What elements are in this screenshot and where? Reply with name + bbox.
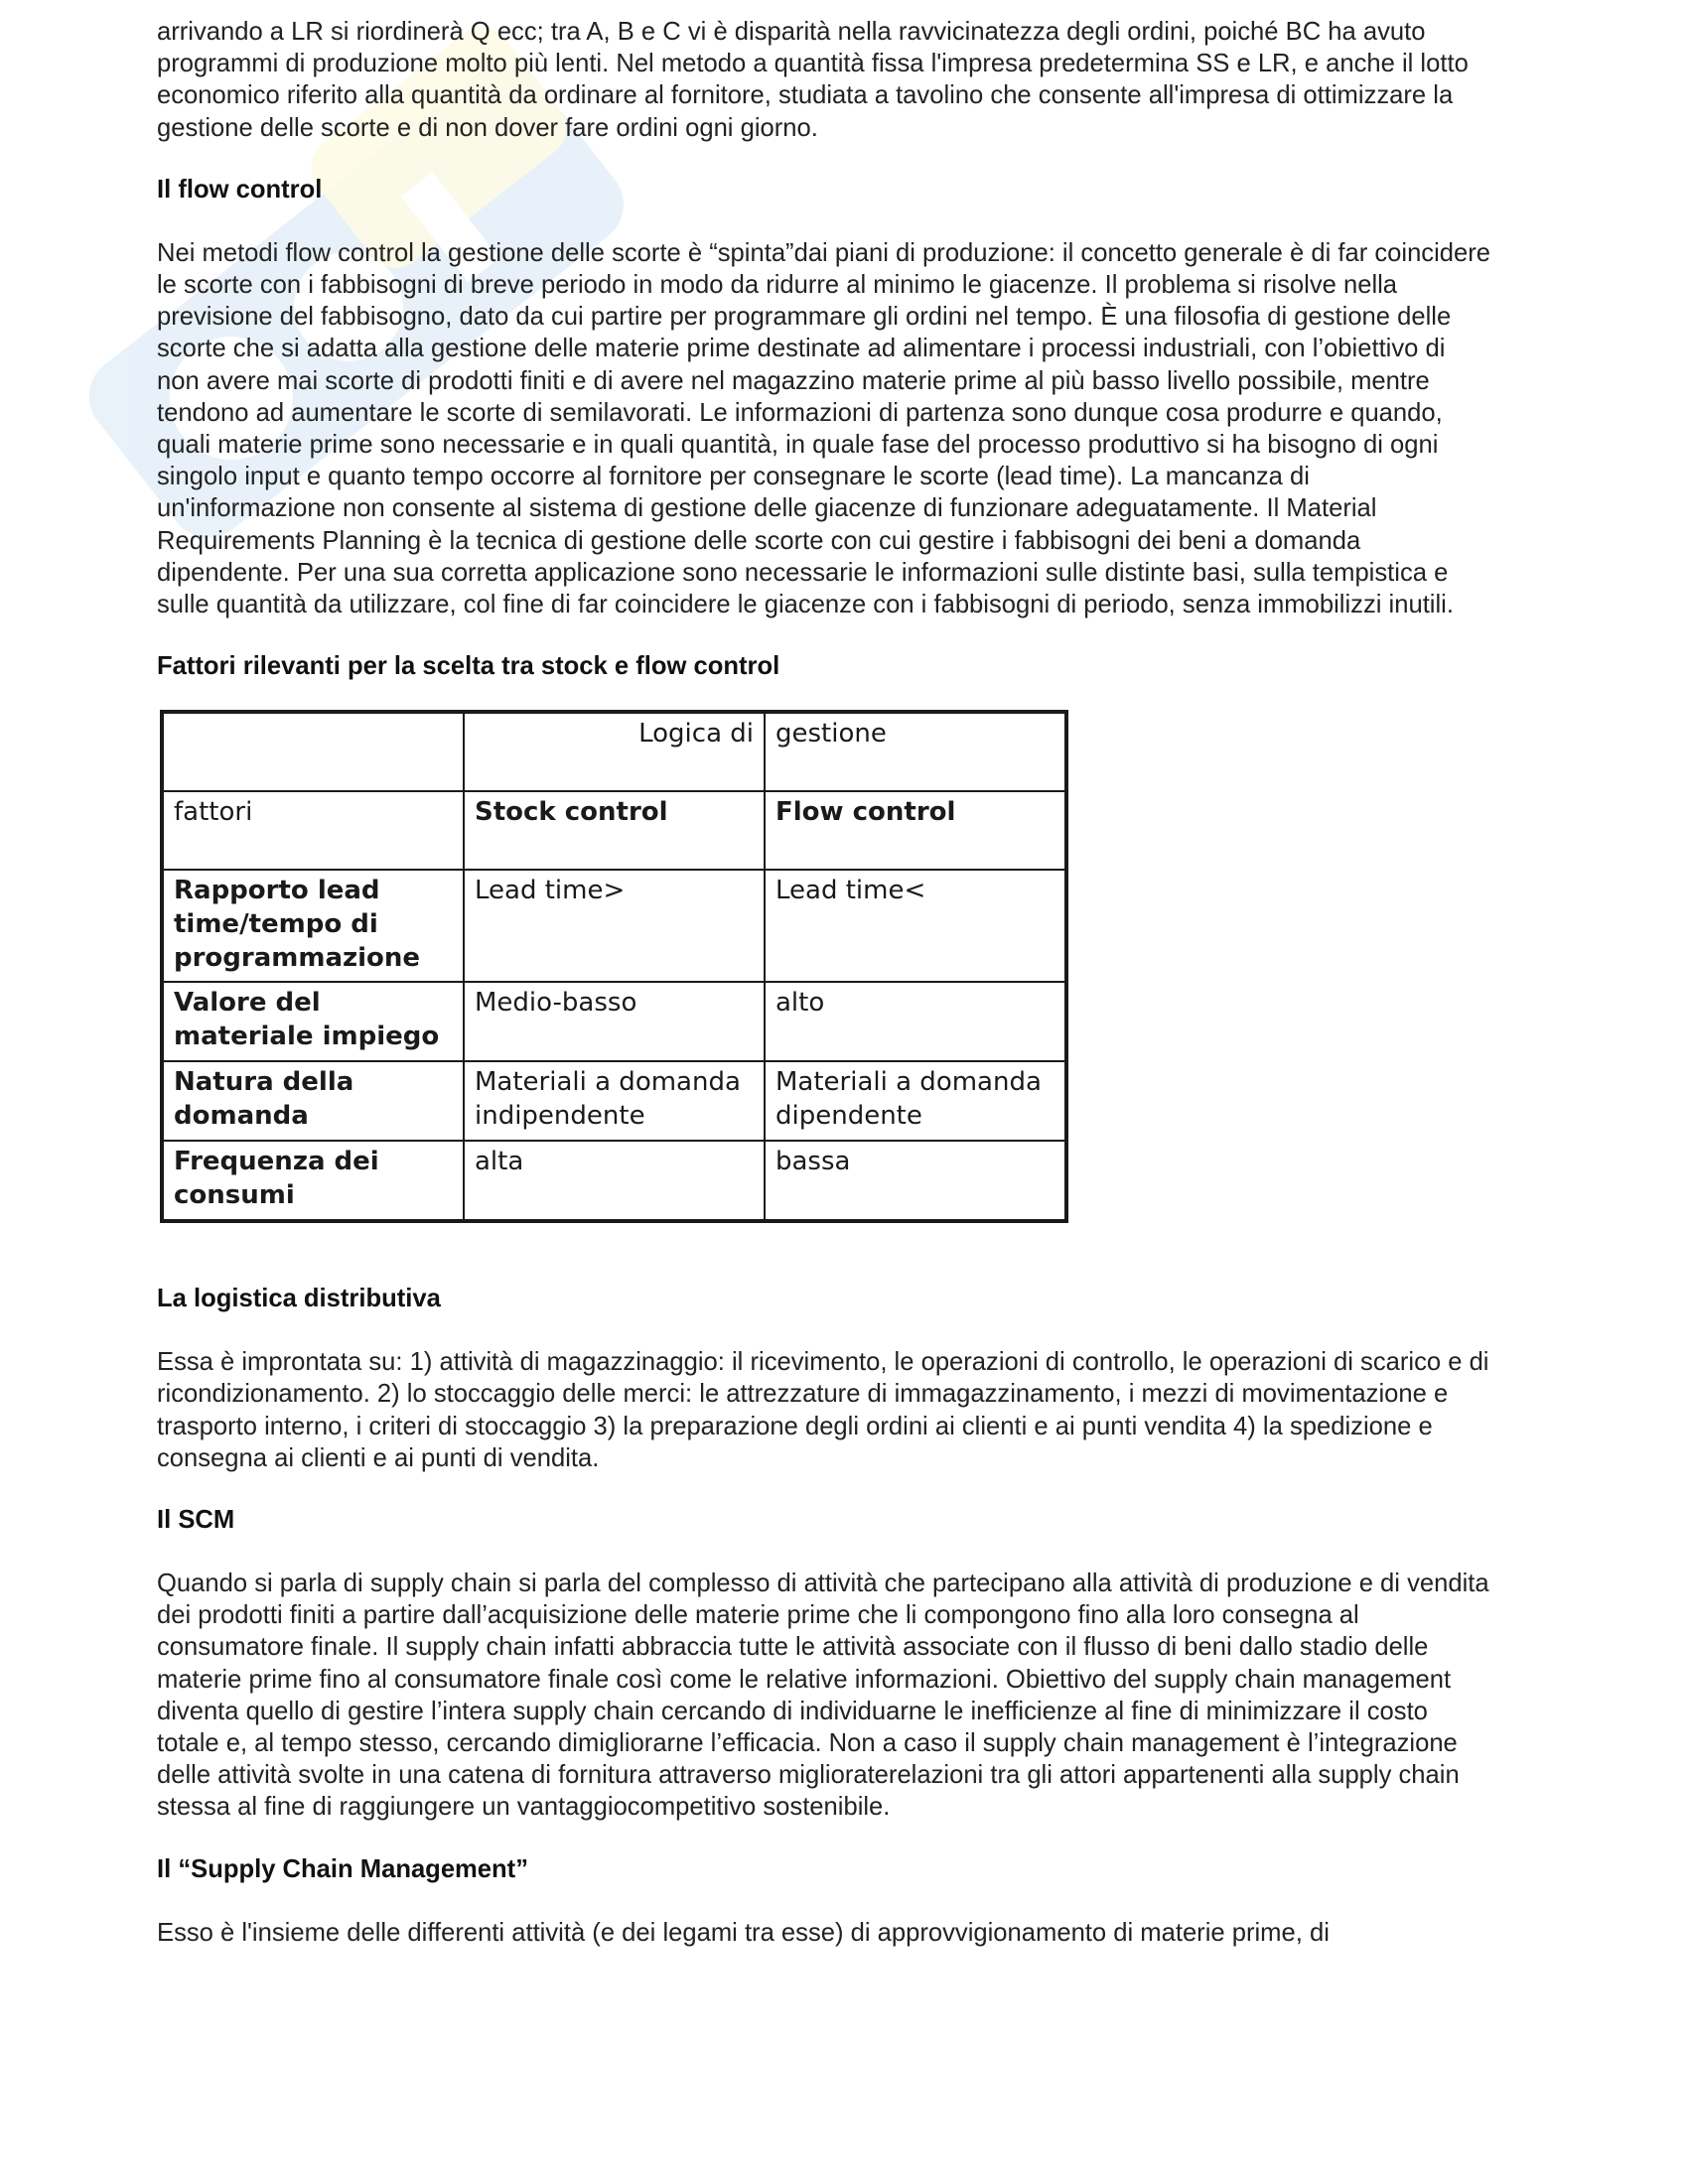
table-cell-factor: Frequenza dei consumi — [162, 1141, 464, 1221]
table-row — [162, 712, 1066, 791]
table-row — [162, 791, 1066, 870]
heading-logistica: La logistica distributiva — [157, 1285, 441, 1313]
table-header-gestione: gestione — [765, 712, 1066, 791]
table-cell-stock: Medio-basso — [464, 982, 765, 1061]
table-cell-flow: Materiali a domanda dipendente — [765, 1061, 1066, 1141]
comparison-table — [160, 710, 1068, 1223]
paragraph-logistica: Essa è improntata su: 1) attività di magazzinaggio: il ricevimento, le operazioni di controllo, le operazioni di scarico e di ricondizionamento. 2) lo stoccaggio delle merci: le attrezzature di immagazzinamento, i mezzi di movimentazione e trasporto interno, i criteri di stoccaggio 3) la preparazione degli ordini ai clienti e ai punti vendita 4) la spedizione e consegna ai clienti e ai punti di vendita. — [157, 1348, 1489, 1472]
heading-flow-control: Il flow control — [157, 175, 323, 204]
paragraph-scm: Quando si parla di supply chain si parla del complesso di attività che partecipano alla attività di produzione e di vendita dei prodotti finiti a partire dall’acquisizione delle materie prime che li compongono fino alla loro consegna al consumatore finale. Il supply chain infatti abbraccia tutte le attività associate con il flusso di beni dallo stadio delle materie prime fino al consumatore finale così come le relative informazioni. Obiettivo del supply chain management diventa quello di gestire l’intera supply chain cercando di individuarne le inefficienze al fine di minimizzare il costo totale e, al tempo stesso, cercando dimigliorarne l’efficacia. Non a caso il supply chain management è l’integrazione delle attività svolte in una catena di fornitura attraverso miglioraterelazioni tra gli attori appartenenti alla supply chain stessa al fine di raggiungere un vantaggiocompetitivo sostenibile. — [157, 1570, 1489, 1822]
table-cell-stock: Materiali a domanda indipendente — [464, 1061, 765, 1141]
table-cell-empty — [162, 712, 464, 791]
table-row — [162, 1061, 1066, 1141]
table-header-stock-control: Stock control — [464, 791, 765, 870]
table-row — [162, 982, 1066, 1061]
table-row — [162, 1141, 1066, 1221]
table-cell-flow: Lead time< — [765, 870, 1066, 982]
table-cell-flow: alto — [765, 982, 1066, 1061]
document-page — [157, 16, 1492, 1949]
heading-fattori: Fattori rilevanti per la scelta tra stock e flow control — [157, 652, 780, 681]
heading-supply-chain-management: Il “Supply Chain Management” — [157, 1854, 528, 1883]
heading-scm: Il SCM — [157, 1506, 235, 1535]
table-cell-stock: Lead time> — [464, 870, 765, 982]
table-cell-factor: Valore del materiale impiego — [162, 982, 464, 1061]
paragraph-intro: arrivando a LR si riordinerà Q ecc; tra A, B e C vi è disparità nella ravvicinatezza degli ordini, poiché BC ha avuto programmi di produzione molto più lenti. Nel metodo a quantità fissa l'impresa predetermina SS e LR, e anche il lotto economico riferito alla quantità da ordinare al fornitore, studiata a tavolino che consente all'impresa di ottimizzare la gestione delle scorte e di non dover fare ordini ogni giorno. — [157, 18, 1469, 142]
table-cell-stock: alta — [464, 1141, 765, 1221]
table-row — [162, 870, 1066, 982]
table-cell-factor: Rapporto lead time/tempo di programmazione — [162, 870, 464, 982]
table-cell-factor: Natura della domanda — [162, 1061, 464, 1141]
table-header-fattori: fattori — [162, 791, 464, 870]
table-header-flow-control: Flow control — [765, 791, 1066, 870]
table-header-logica: Logica di — [464, 712, 765, 791]
paragraph-flow-control: Nei metodi flow control la gestione delle scorte è “spinta”dai piani di produzione: il concetto generale è di far coincidere le scorte con i fabbisogni di breve periodo in modo da ridurre al minimo le giacenze. Il problema si risolve nella previsione del fabbisogno, dato da cui partire per programmare gli ordini nel tempo. È una filosofia di gestione delle scorte che si adatta alla gestione delle materie prime destinate ad alimentare i processi industriali, con l’obiettivo di non avere mai scorte di prodotti finiti e di avere nel magazzino materie prime al più basso livello possibile, mentre tendono ad aumentare le scorte di semilavorati. Le informazioni di partenza sono dunque cosa produrre e quando, quali materie prime sono necessarie e in quali quantità, in quale fase del processo produttivo si ha bisogno di ogni singolo input e quanto tempo occorre al fornitore per consegnare le scorte (lead time). La mancanza di un'informazione non consente al sistema di gestione delle giacenze di funzionare adeguatamente. Il Material Requirements Planning è la tecnica di gestione delle scorte con cui gestire i fabbisogni dei beni a domanda dipendente. Per una sua corretta applicazione sono necessarie le informazioni sulle distinte basi, sulla tempistica e sulle quantità da utilizzare, col fine di far coincidere le giacenze con i fabbisogni di periodo, senza immobilizzi inutili. — [157, 238, 1491, 619]
table-cell-flow: bassa — [765, 1141, 1066, 1221]
paragraph-supply-chain-management: Esso è l'insieme delle differenti attività (e dei legami tra esse) di approvvigionamento di materie prime, di — [157, 1918, 1330, 1947]
